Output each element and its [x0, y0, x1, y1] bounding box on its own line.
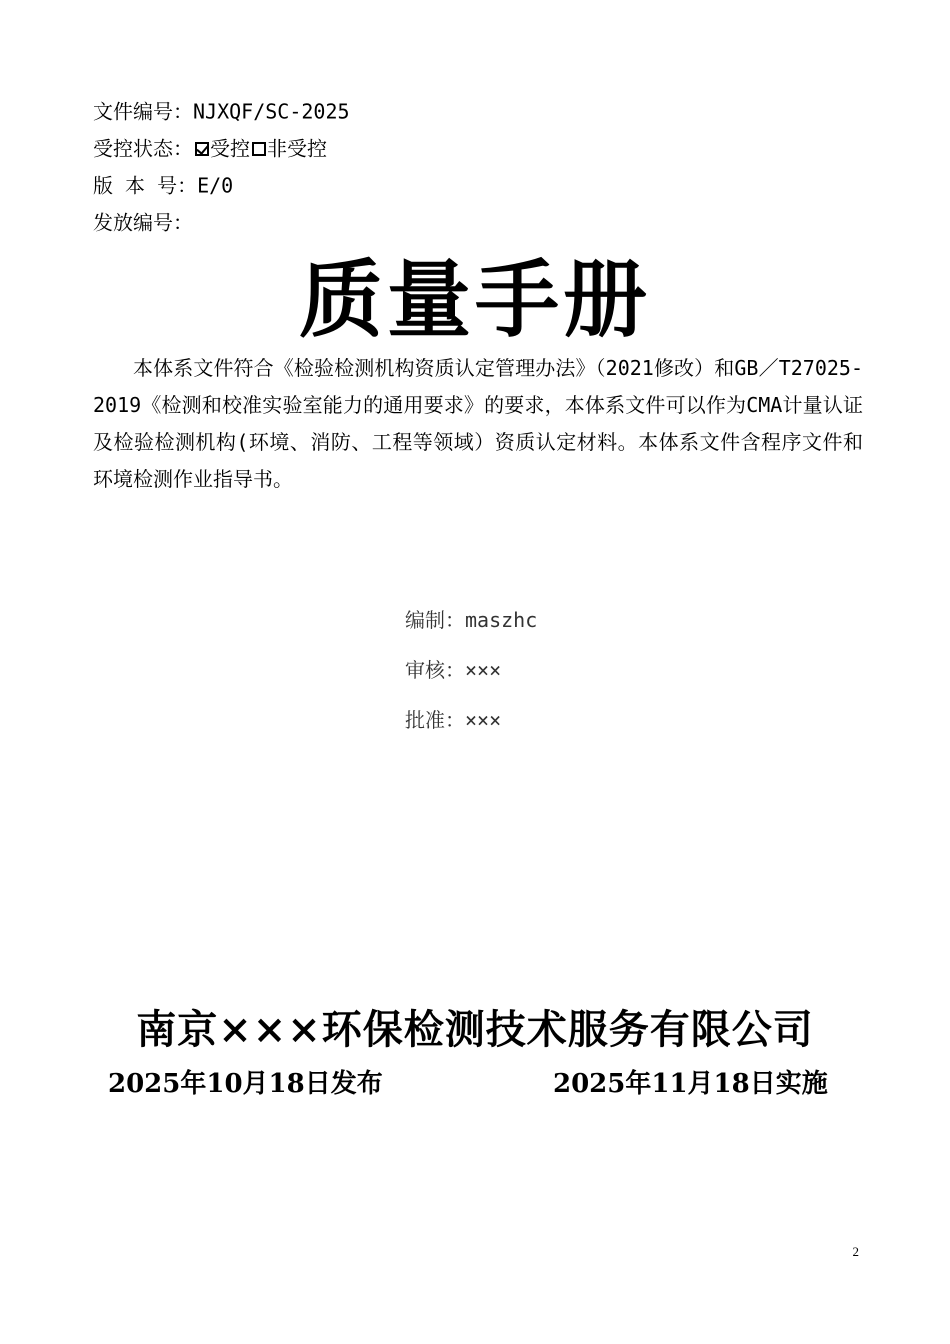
file-number-label: 文件编号：: [93, 99, 193, 124]
effective-date: 2025年11月18日实施: [553, 1069, 828, 1099]
version-line: [93, 170, 233, 200]
intro-paragraph: 本体系文件符合《检验检测机构资质认定管理办法》（2021修改）和GB／T27025-2019《检测和校准实验室能力的通用要求》的要求，本体系文件可以作为CMA计量认证及检验检测机构(环境、消防、工程等领域）资质认定材料。本体系文件含程序文件和环境检测作业指导书。: [93, 356, 863, 491]
version-label: 版 本 号：: [93, 173, 198, 198]
prepared-by: 编制：maszhc: [405, 608, 538, 632]
approved-by: 批准：×××: [405, 708, 502, 732]
file-number-value: NJXQF/SC-2025: [193, 99, 350, 124]
page-number: 2: [852, 1244, 859, 1259]
uncontrolled-text: 非受控: [267, 136, 327, 161]
company-name: 南京×××环保检测技术服务有限公司: [136, 1006, 814, 1053]
uncontrolled-checkbox-icon: [252, 142, 266, 156]
control-status-label: 受控状态：: [93, 136, 193, 161]
document-title: 质量手册: [298, 250, 651, 349]
release-date: 2025年10月18日发布: [108, 1069, 383, 1099]
controlled-text: 受控: [210, 136, 250, 161]
control-status-line: [93, 133, 327, 163]
issue-number-label: 发放编号：: [93, 210, 193, 235]
reviewed-by: 审核：×××: [405, 658, 502, 682]
version-value: E/0: [197, 173, 234, 198]
file-number-line: [93, 96, 350, 126]
issue-number-line: [93, 207, 193, 237]
controlled-checkbox-icon: [195, 142, 209, 156]
